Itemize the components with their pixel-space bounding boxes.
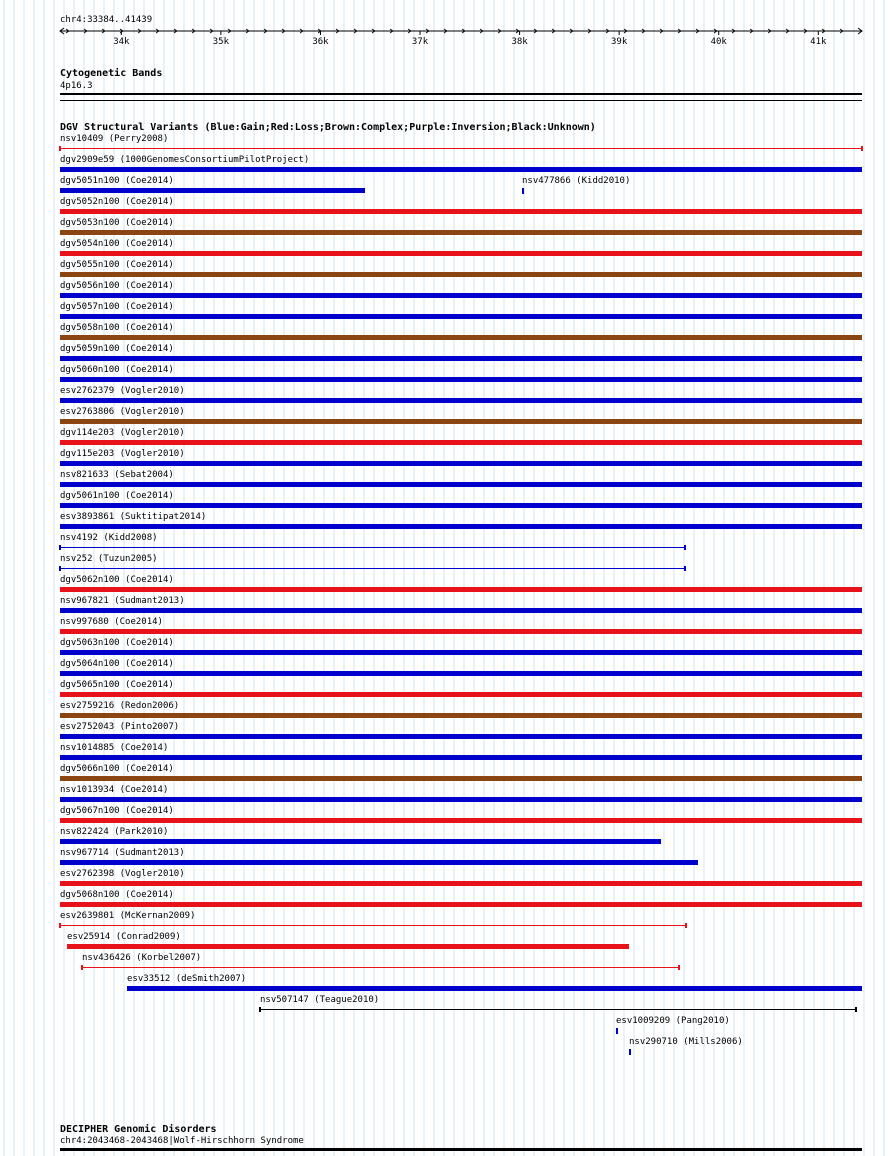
dgv-feature-label[interactable]: dgv5055n100 (Coe2014) [60,260,174,270]
cytoband-title: Cytogenetic Bands [60,68,163,79]
ruler-tick-label: 35k [212,37,230,47]
dgv-feature-bar[interactable] [60,440,862,445]
dgv-feature-bar[interactable] [60,419,862,424]
ruler-tick-label: 39k [611,37,628,47]
dgv-feature-label[interactable]: nsv290710 (Mills2006) [629,1037,743,1047]
ruler-location: chr4:33384..41439 [60,15,153,25]
dgv-feature-bar[interactable] [127,986,862,991]
dgv-feature-label[interactable]: dgv5068n100 (Coe2014) [60,890,174,900]
dgv-feature-bar[interactable] [522,188,524,194]
dgv-feature-label[interactable]: nsv10409 (Perry2008) [60,134,169,144]
dgv-feature-label[interactable]: esv2762379 (Vogler2010) [60,386,185,396]
dgv-feature-bar[interactable] [60,398,862,403]
dgv-feature-label[interactable]: nsv967821 (Sudmant2013) [60,596,185,606]
dgv-feature-bar[interactable] [616,1028,618,1034]
dgv-feature-bar[interactable] [60,797,862,802]
dgv-feature-bar[interactable] [60,925,686,926]
decipher-entry[interactable]: chr4:2043468-2043468|Wolf-Hirschhorn Syndrome [60,1136,304,1146]
dgv-feature-bar[interactable] [60,860,698,865]
dgv-feature-bar[interactable] [82,967,679,968]
dgv-feature-label[interactable]: dgv5051n100 (Coe2014) [60,176,174,186]
dgv-feature-label[interactable]: dgv115e203 (Vogler2010) [60,449,185,459]
dgv-feature-label[interactable]: dgv5053n100 (Coe2014) [60,218,174,228]
dgv-feature-label[interactable]: esv2639801 (McKernan2009) [60,911,196,921]
dgv-feature-label[interactable]: nsv4192 (Kidd2008) [60,533,158,543]
ruler-tick-label: 34k [113,37,130,47]
dgv-feature-bar[interactable] [60,188,365,193]
dgv-feature-label[interactable]: nsv1013934 (Coe2014) [60,785,169,795]
ruler-axis [0,0,890,60]
dgv-feature-label[interactable]: dgv5064n100 (Coe2014) [60,659,174,669]
dgv-feature-bar[interactable] [67,944,629,949]
dgv-feature-label[interactable]: esv2762398 (Vogler2010) [60,869,185,879]
dgv-feature-bar[interactable] [60,629,862,634]
dgv-feature-bar[interactable] [60,503,862,508]
dgv-feature-bar[interactable] [60,692,862,697]
ruler-tick-label: 41k [810,37,827,47]
dgv-feature-label[interactable]: nsv821633 (Sebat2004) [60,470,174,480]
ruler-tick-label: 38k [511,37,528,47]
dgv-feature-bar[interactable] [60,167,862,172]
dgv-feature-bar[interactable] [60,461,862,466]
dgv-feature-label[interactable]: esv25914 (Conrad2009) [67,932,181,942]
dgv-feature-bar[interactable] [60,230,862,235]
dgv-feature-bar[interactable] [60,818,862,823]
dgv-feature-label[interactable]: esv2759216 (Redon2006) [60,701,180,711]
dgv-feature-label[interactable]: dgv5063n100 (Coe2014) [60,638,174,648]
dgv-feature-bar[interactable] [60,839,661,844]
dgv-feature-bar[interactable] [60,608,862,613]
dgv-feature-label[interactable]: dgv5061n100 (Coe2014) [60,491,174,501]
dgv-feature-label[interactable]: nsv436426 (Korbel2007) [82,953,202,963]
dgv-feature-bar[interactable] [60,671,862,676]
dgv-feature-bar[interactable] [60,314,862,319]
dgv-feature-bar[interactable] [60,902,862,907]
dgv-feature-label[interactable]: nsv507147 (Teague2010) [260,995,380,1005]
dgv-feature-label[interactable]: nsv1014885 (Coe2014) [60,743,169,753]
dgv-feature-label[interactable]: nsv477866 (Kidd2010) [522,176,631,186]
dgv-feature-bar[interactable] [60,356,862,361]
section-divider [60,100,862,101]
dgv-feature-bar[interactable] [60,755,862,760]
dgv-feature-bar[interactable] [60,251,862,256]
dgv-feature-bar[interactable] [60,482,862,487]
dgv-feature-label[interactable]: dgv5066n100 (Coe2014) [60,764,174,774]
dgv-feature-bar[interactable] [60,209,862,214]
dgv-feature-bar[interactable] [60,377,862,382]
dgv-feature-label[interactable]: dgv5052n100 (Coe2014) [60,197,174,207]
decipher-bar[interactable] [60,1148,862,1151]
dgv-feature-label[interactable]: esv1009209 (Pang2010) [616,1016,730,1026]
dgv-feature-bar[interactable] [60,881,862,886]
decipher-title: DECIPHER Genomic Disorders [60,1124,217,1135]
dgv-feature-label[interactable]: dgv5054n100 (Coe2014) [60,239,174,249]
cytoband-band[interactable]: 4p16.3 [60,81,93,91]
dgv-feature-bar[interactable] [60,734,862,739]
dgv-feature-label[interactable]: nsv252 (Tuzun2005) [60,554,158,564]
dgv-feature-label[interactable]: dgv5062n100 (Coe2014) [60,575,174,585]
dgv-feature-bar[interactable] [60,524,862,529]
dgv-feature-label[interactable]: nsv967714 (Sudmant2013) [60,848,185,858]
dgv-feature-bar[interactable] [629,1049,631,1055]
dgv-feature-bar[interactable] [60,587,862,592]
dgv-feature-label[interactable]: dgv5059n100 (Coe2014) [60,344,174,354]
ruler-tick-label: 40k [710,37,727,47]
dgv-feature-label[interactable]: dgv5058n100 (Coe2014) [60,323,174,333]
dgv-feature-label[interactable]: dgv2909e59 (1000GenomesConsortiumPilotProject) [60,155,310,165]
dgv-feature-label[interactable]: esv3893861 (Suktitipat2014) [60,512,207,522]
dgv-feature-label[interactable]: esv33512 (deSmith2007) [127,974,247,984]
cytoband-bar[interactable] [60,93,862,95]
dgv-feature-label[interactable]: dgv5056n100 (Coe2014) [60,281,174,291]
dgv-feature-label[interactable]: dgv5057n100 (Coe2014) [60,302,174,312]
dgv-feature-label[interactable]: esv2752043 (Pinto2007) [60,722,180,732]
dgv-feature-label[interactable]: dgv5067n100 (Coe2014) [60,806,174,816]
ruler-tick-label: 36k [312,37,329,47]
dgv-feature-bar[interactable] [60,776,862,781]
dgv-feature-label[interactable]: dgv5065n100 (Coe2014) [60,680,174,690]
dgv-feature-label[interactable]: esv2763806 (Vogler2010) [60,407,185,417]
dgv-feature-bar[interactable] [60,650,862,655]
ruler-tick-label: 37k [411,37,429,47]
dgv-feature-label[interactable]: dgv114e203 (Vogler2010) [60,428,185,438]
dgv-feature-bar[interactable] [260,1009,856,1010]
dgv-title: DGV Structural Variants (Blue:Gain;Red:Loss;Brown:Complex;Purple:Inversion;Black:Unknown) [60,122,596,133]
dgv-feature-bar[interactable] [60,713,862,718]
dgv-feature-bar[interactable] [60,547,685,548]
dgv-feature-bar[interactable] [60,272,862,277]
dgv-feature-bar[interactable] [60,148,862,149]
dgv-feature-bar[interactable] [60,293,862,298]
dgv-feature-label[interactable]: nsv822424 (Park2010) [60,827,169,837]
dgv-feature-bar[interactable] [60,568,685,569]
dgv-feature-label[interactable]: dgv5060n100 (Coe2014) [60,365,174,375]
dgv-feature-bar[interactable] [60,335,862,340]
dgv-feature-label[interactable]: nsv997680 (Coe2014) [60,617,163,627]
